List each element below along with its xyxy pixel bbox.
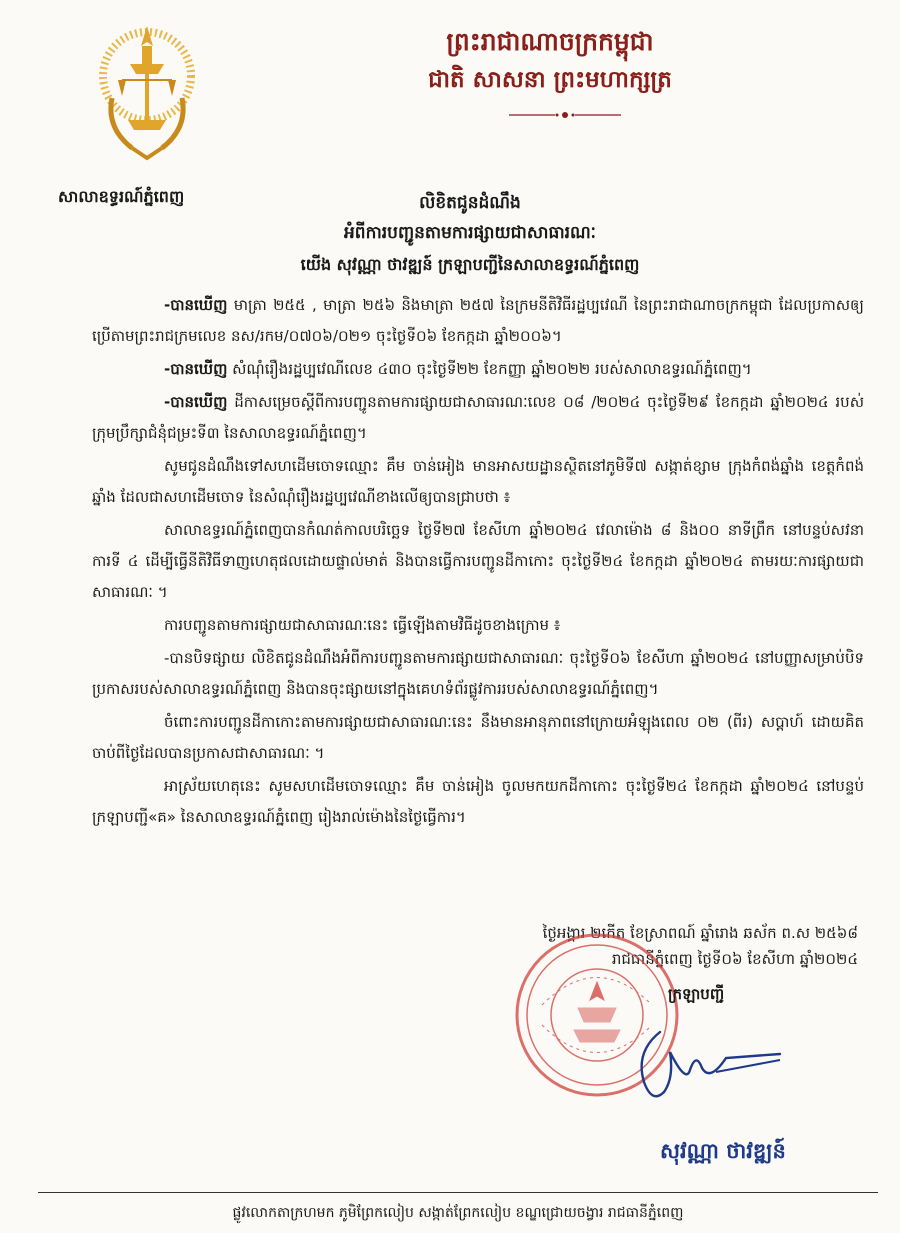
ornament-divider-icon (505, 108, 625, 122)
lunar-date: ថ្ងៃអង្គារ ២កើត ខែស្រាពណ៍ ឆ្នាំរោង ឆស័ក ព.ស ២៥៦៨ (542, 924, 858, 942)
paragraph-method: ការបញ្ជូនតាមការផ្សាយជាសាធារណៈនេះ ធ្វើឡើងតាមវិធីដូចខាងក្រោម ៖ (164, 616, 561, 634)
kingdom-title: ព្រះរាជាណាចក្រកម្ពុជា (446, 27, 654, 56)
paragraph-text: មាត្រា ២៥៥ , មាត្រា ២៥៦ និងមាត្រា ២៥៧ នៃក្រមនីតិវិធីរដ្ឋប្បវេណី នៃព្រះរាជាណាចក្រកម្ពុជា ដែលប្រកាសឲ្យប្រើតាមព្រះរាជក្រមលេខ នស/រកម/០៧០៦/០២១ ចុះថ្ងៃទី០៦ ខែកក្កដា ឆ្នាំ២០០៦។ (92, 296, 864, 345)
paragraph-seen-3 (92, 387, 864, 449)
court-name: សាលាឧទ្ធរណ៍ភ្នំពេញ (58, 187, 185, 206)
seen-label: -បានឃើញ (164, 296, 228, 314)
paragraph-hearing: សាលាឧទ្ធរណ៍ភ្នំពេញបានកំណត់កាលបរិច្ឆេទ ថ្ងៃទី២៧ ខែសីហា ឆ្នាំ២០២៤ វេលាម៉ោង ៨ និង០០ នាទីព្រឹក នៅបន្ទប់សវនាការទី ៤ ដើម្បីធ្វើនីតិវិធីទាញហេតុផលដោយផ្ទាល់មាត់ និងបានធ្វើការបញ្ជូនដីកាកោះ ចុះថ្ងៃទី២៤ ខែកក្កដា ឆ្នាំ២០២៤ តាមរយៈការផ្សាយជាសាធារណៈ ។ (92, 521, 864, 601)
paragraph-notify: សូមជូនដំណឹងទៅសហដើមចោទឈ្មោះ គឹម ចាន់អៀង មានអាសយដ្ឋានស្ថិតនៅភូមិទី៧ សង្កាត់ខ្សាម ក្រុងកំពង់ឆ្នាំង ខេត្តកំពង់ឆ្នាំង ដែលជាសហដើមចោទ នៃសំណុំរឿងរដ្ឋប្បវេណីខាងលើឲ្យបានជ្រាបថា ៖ (92, 457, 864, 506)
notice-subject: អំពីការបញ្ជូនតាមការផ្សាយជាសាធារណៈ (344, 223, 596, 243)
footer-divider (38, 1192, 878, 1193)
signer-name: សុវណ្ណា ថាវឌ្ឍន៍ (660, 1138, 786, 1163)
seen-label: -បានឃើញ (164, 360, 228, 378)
footer-address: ផ្លូវលោកតាក្រហមក ភូមិព្រែកលៀប សង្កាត់ព្រែកលៀប ខណ្ឌជ្រោយចង្វារ រាជធានីភ្នំពេញ (232, 1205, 684, 1221)
solar-date: រាជធានីភ្នំពេញ ថ្ងៃទី០៦ ខែសីហា ឆ្នាំ២០២៤ (611, 950, 858, 968)
signer-title: ក្រឡាបញ្ជី (668, 985, 725, 1003)
royal-emblem-icon (92, 18, 202, 168)
notice-body (92, 290, 864, 835)
kingdom-header (330, 22, 770, 98)
paragraph-posting: -បានបិទផ្សាយ លិខិតជូនដំណឹងអំពីការបញ្ជូនតាមការផ្សាយជាសាធារណៈ ចុះថ្ងៃទី០៦ ខែសីហា ឆ្នាំ២០២៤ នៅបញ្ញាសម្រាប់បិទប្រកាសរបស់សាលាឧទ្ធរណ៍ភ្នំពេញ និងបានចុះផ្សាយនៅក្នុងគេហទំព័រផ្លូវការរបស់សាលាឧទ្ធរណ៍ភ្នំពេញ។ (92, 649, 864, 698)
national-motto: ជាតិ សាសនា ព្រះមហាក្សត្រ (428, 66, 672, 93)
handwritten-signature-icon (630, 1012, 790, 1112)
paragraph-effect: ចំពោះការបញ្ជូនដីកាកោះតាមការផ្សាយជាសាធារណៈនេះ នឹងមានអានុភាពនៅក្រោយអំឡុងពេល ០២ (ពីរ) សប្តាហ៍ ដោយគិតចាប់ពីថ្ងៃដែលបានប្រកាសជាសាធារណៈ ។ (92, 713, 864, 762)
notice-issuer: យើង សុវណ្ណា ថាវឌ្ឍន៍ ក្រឡាបញ្ជីនៃសាលាឧទ្ធរណ៍ភ្នំពេញ (300, 255, 640, 274)
paragraph-conclusion: អាស្រ័យហេតុនេះ សូមសហដើមចោទឈ្មោះ គឹម ចាន់អៀង ចូលមកយកដីកាកោះ ចុះថ្ងៃទី២៤ ខែកក្កដា ឆ្នាំ២០២៤ នៅបន្ទប់ក្រឡាបញ្ជី«គ» នៃសាលាឧទ្ធរណ៍ភ្នំពេញ រៀងរាល់ម៉ោងនៃថ្ងៃធ្វើការ។ (92, 777, 864, 826)
paragraph-seen-2 (92, 354, 864, 385)
paragraph-text: សំណុំរឿងរដ្ឋប្បវេណីលេខ ៤៣០ ចុះថ្ងៃទី២២ ខែកញ្ញា ឆ្នាំ២០២២ របស់សាលាឧទ្ធរណ៍ភ្នំពេញ។ (232, 360, 752, 378)
notice-title (220, 188, 720, 282)
seen-label: -បានឃើញ (164, 393, 228, 411)
notice-heading: លិខិតជូនដំណឹង (419, 193, 521, 213)
paragraph-seen-1 (92, 290, 864, 352)
paragraph-text: ដីកាសម្រេចស្តីពីការបញ្ជូនតាមការផ្សាយជាសាធារណៈលេខ ០៨ /២០២៤ ចុះថ្ងៃទី២៩ ខែកក្កដា ឆ្នាំ២០២៤ របស់ក្រុមប្រឹក្សាជំនុំជម្រះទី៣ នៃសាលាឧទ្ធរណ៍ភ្នំពេញ។ (92, 393, 864, 442)
